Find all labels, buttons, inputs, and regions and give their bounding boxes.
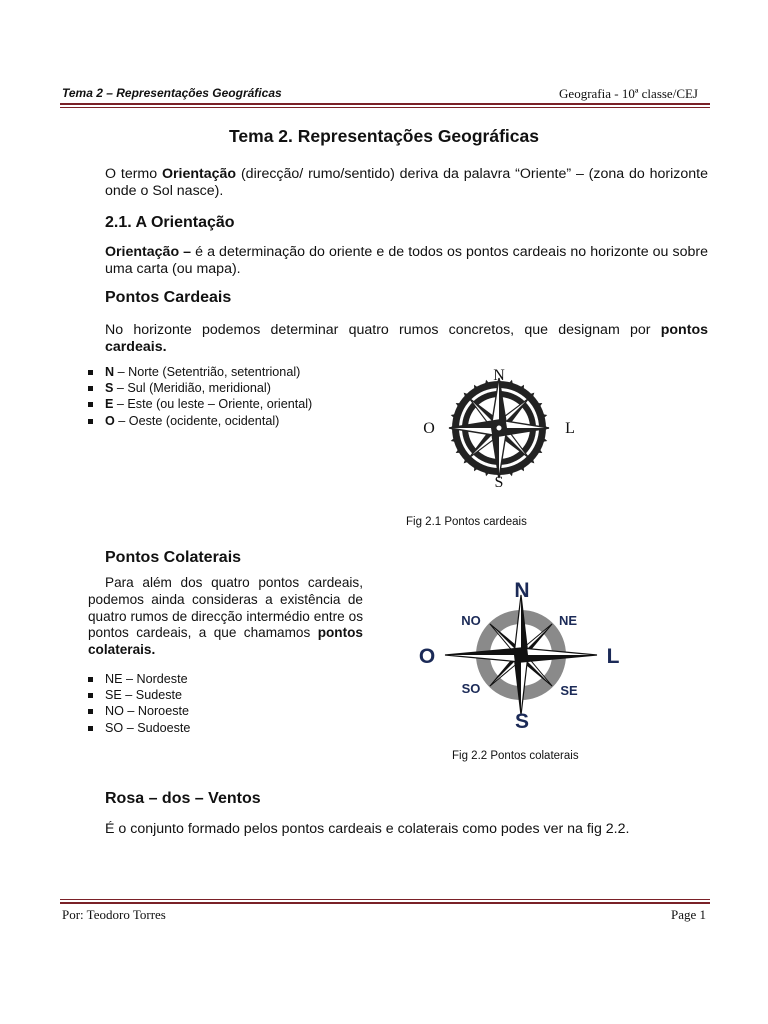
compass-label-se: SE [560, 683, 578, 698]
cardeais-text-bold: pontos cardeais. [105, 322, 708, 355]
compass-label-n: N [514, 579, 530, 602]
cardeais-text: No horizonte podemos determinar quatro rumos concretos, que designam por [105, 322, 661, 338]
section-heading-colaterais: Pontos Colaterais [105, 549, 242, 566]
compass-label-so: SO [461, 681, 481, 696]
intro-paragraph [105, 166, 708, 200]
compass-label-s: S [514, 710, 530, 733]
intro-post: (direcção/ rumo/sentido) deriva da palavra “Oriente” – (zona do horizonte onde o Sol nasce). [105, 166, 708, 199]
list-item: O – Oeste (ocidente, ocidental) [88, 413, 312, 429]
compass-label-l: L [606, 645, 620, 668]
list-item: NE – Nordeste [88, 671, 190, 687]
footer-rule [60, 902, 710, 904]
compass-label-o: O [423, 420, 435, 437]
cardeais-paragraph [105, 322, 708, 356]
header-right: Geografia - 10ª classe/CEJ [559, 86, 698, 101]
compass-rose-cardinal-figure [405, 360, 595, 500]
list-item: SO – Sudoeste [88, 720, 190, 736]
list-item: NO – Noroeste [88, 703, 190, 719]
definition-term: Orientação – [105, 244, 192, 260]
header-rule [60, 103, 710, 105]
section-heading-cardeais: Pontos Cardeais [105, 289, 232, 306]
list-item: E – Este (ou leste – Oriente, oriental) [88, 396, 312, 412]
section-heading-rosa: Rosa – dos – Ventos [105, 790, 261, 807]
footer-author: Por: Teodoro Torres [62, 907, 166, 922]
colaterais-paragraph [88, 575, 363, 659]
definition-text: é a determinação do oriente e de todos os pontos cardeais no horizonte ou sobre uma carta (ou mapa). [105, 244, 708, 277]
footer-rule-thin [60, 899, 710, 900]
compass-label-o: O [418, 645, 436, 668]
intro-term: Orientação [161, 166, 237, 182]
compass-label-no: NO [461, 613, 481, 628]
header-rule-thin [60, 107, 710, 108]
cardeais-list [88, 364, 312, 429]
compass-label-s: S [494, 474, 504, 491]
header-left: Tema 2 – Representações Geográficas [62, 86, 282, 100]
list-item: N – Norte (Setentrião, setentrional) [88, 364, 312, 380]
compass-label-l: L [565, 420, 575, 437]
colaterais-text-bold: pontos colaterais. [88, 625, 363, 658]
compass-label-ne: NE [558, 613, 578, 628]
section-heading-orientacao: 2.1. A Orientação [105, 214, 235, 231]
compass-label-n: N [493, 367, 505, 384]
footer-page-number: Page 1 [670, 907, 706, 922]
colaterais-list [88, 671, 190, 736]
compass-rose-colateral-figure [405, 575, 625, 735]
fig-2-2-caption: Fig 2.2 Pontos colaterais [452, 750, 579, 762]
fig-2-1-caption: Fig 2.1 Pontos cardeais [406, 516, 527, 528]
colaterais-text: Para além dos quatro pontos cardeais, podemos ainda consideras a existência de quatro rumos de direcção intermédio entre os pontos cardeais, a que chamamos [88, 575, 363, 641]
page-title: Tema 2. Representações Geográficas [229, 126, 539, 146]
rosa-paragraph: É o conjunto formado pelos pontos cardeais e colaterais como podes ver na fig 2.2. [105, 821, 630, 837]
list-item: S – Sul (Meridião, meridional) [88, 380, 312, 396]
orientacao-definition [105, 244, 708, 278]
intro-pre: O termo [105, 166, 162, 182]
list-item: SE – Sudeste [88, 687, 190, 703]
